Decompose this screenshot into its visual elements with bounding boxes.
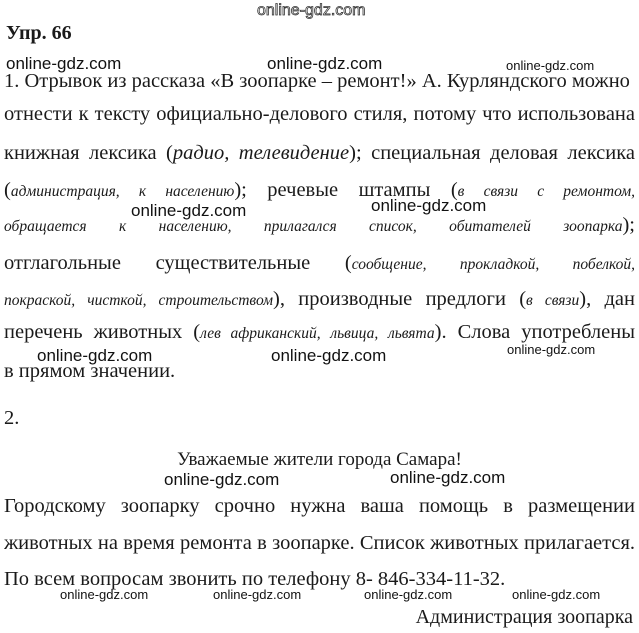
watermark: online-gdz.com <box>507 342 596 357</box>
watermark: online-gdz.com <box>390 468 506 487</box>
watermark: online-gdz.com <box>60 587 149 602</box>
watermark: online-gdz.com <box>512 587 601 602</box>
paragraph-line: обращается к населению, прилагался список, обитателей зоопарка); <box>4 214 635 236</box>
paragraph-line: отнести к тексту официально-делового стиля, потому что использована <box>4 103 635 125</box>
watermark-top: online-gdz.com <box>257 2 366 19</box>
exercise-heading: Упр. 66 <box>6 22 72 44</box>
paragraph-line: отглагольные существительные (сообщение, прокладкой, побелкой, <box>4 252 635 274</box>
letter-line: Городскому зоопарку срочно нужна ваша помощь в размещении <box>4 495 635 517</box>
paragraph-line: в прямом значении. <box>4 360 176 382</box>
watermark: online-gdz.com <box>213 587 302 602</box>
watermark: online-gdz.com <box>371 196 487 215</box>
section-number: 2. <box>4 407 20 429</box>
watermark: online-gdz.com <box>164 470 280 489</box>
watermark: online-gdz.com <box>364 587 453 602</box>
watermark: online-gdz.com <box>6 54 122 73</box>
letter-line: По всем вопросам звонить по телефону 8- 846-334-11-32. <box>4 568 506 590</box>
watermark: online-gdz.com <box>271 346 387 365</box>
paragraph-line: перечень животных (лев африканский, львица, львята). Слова употреблены <box>4 321 635 343</box>
watermark: online-gdz.com <box>37 346 153 365</box>
watermark: online-gdz.com <box>506 58 595 73</box>
watermark: online-gdz.com <box>131 201 247 220</box>
letter-signature: Администрация зоопарка <box>415 606 633 628</box>
paragraph-line: покраской, чисткой, строительством), производные предлоги (в связи), дан <box>4 288 635 310</box>
paragraph-line: 1. Отрывок из рассказа «В зоопарке – ремонт!» А. Курляндского можно <box>4 70 630 92</box>
paragraph-line: (администрация, к населению); речевые штампы (в связи с ремонтом, <box>4 179 635 201</box>
watermark: online-gdz.com <box>267 54 383 73</box>
paragraph-line: книжная лексика (радио, телевидение); специальная деловая лексика <box>4 142 635 164</box>
letter-title: Уважаемые жители города Самара! <box>177 449 462 470</box>
letter-line: животных на время ремонта в зоопарке. Список животных прилагается. <box>4 532 635 554</box>
